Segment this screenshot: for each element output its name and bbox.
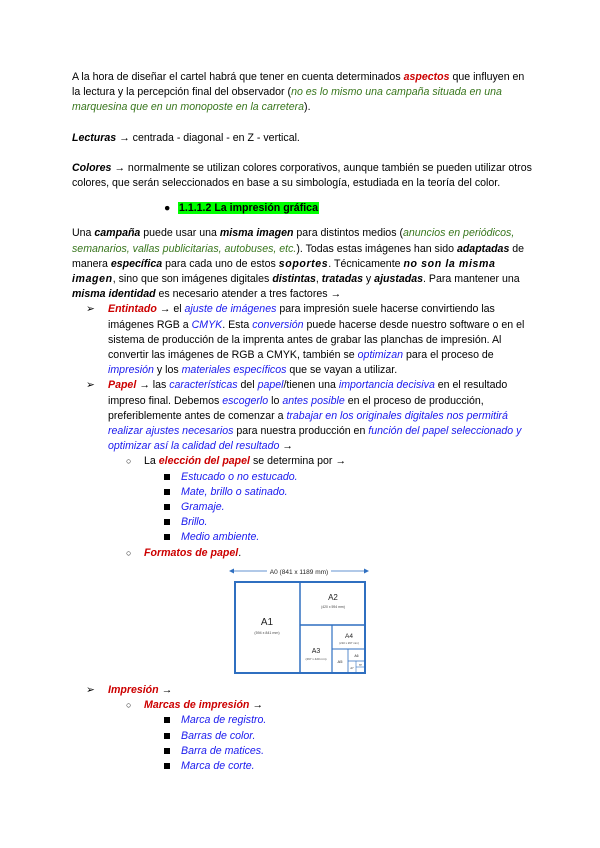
list-item: Medio ambiente.: [72, 530, 532, 545]
eleccion-item: ○ La elección del papel se determina por →: [72, 454, 532, 469]
a8-label: A8: [359, 664, 362, 667]
square-bullet-icon: [164, 489, 170, 495]
arrowhead-bullet-icon: ➢: [86, 303, 95, 316]
campana-paragraph: Una campaña puede usar una misma imagen para distintos medios (anuncios en periódicos, semanarios, vallas publicitarias, autobuses, etc.). Todas estas imágenes han sido adaptadas de manera específica para cada uno de estos soportes. Técnicamente no son la misma imagen, sino que son imágenes digitales distintas, tratadas y ajustadas. Para mantener una misma identidad es necesario atender a tres factores →: [72, 227, 525, 301]
a1-label: A1: [260, 616, 274, 628]
emphasis-aspectos: aspectos: [403, 71, 450, 83]
list-item: Marca de registro.: [72, 713, 532, 728]
intro-paragraph: A la hora de diseñar el cartel habrá que tener en cuenta determinados aspectos que influyen en la lectura y la percepción final del observador (no es lo mismo una campaña situada en una marquesina que en un monoposte en la carretera).: [72, 71, 525, 114]
a4-label: A4: [345, 632, 353, 640]
arrow-left-icon: [229, 568, 234, 573]
circle-bullet-icon: ○: [126, 700, 132, 711]
square-bullet-icon: [164, 733, 170, 739]
arrowhead-bullet-icon: ➢: [86, 683, 95, 696]
arrow-right-icon: [364, 568, 369, 573]
circle-bullet-icon: ○: [126, 547, 132, 558]
a7-label: A7: [350, 666, 354, 670]
square-bullet-icon: [164, 519, 170, 525]
arrowhead-bullet-icon: ➢: [86, 379, 95, 392]
square-bullet-icon: [164, 763, 170, 769]
list-item: Mate, brillo o satinado.: [72, 485, 532, 500]
example-note: no es lo mismo una campaña situada en una marquesina que en un monoposte en la carretera: [72, 86, 502, 114]
entintado-item: ➢ Entintado → el ajuste de imágenes para impresión suele hacerse convirtiendo las imágenes RGB a CMYK. Esta conversión puede hacerse desde nuestro software o en el sistema de producción de la imprenta antes de grabar las planchas de impresión. Al convertir las imágenes de RGB a CMYK, también se optimizan para el proceso de impresión y los materiales específicos que se vayan a utilizar.: [86, 303, 525, 377]
square-bullet-icon: [164, 534, 170, 540]
list-item: Brillo.: [72, 515, 532, 530]
a6-label: A6: [354, 653, 359, 658]
paper-formats-diagram: [229, 565, 369, 677]
section-title: 1.1.1.2 La impresión gráfica: [179, 202, 318, 215]
a1-size: (594 x 841 mm): [254, 630, 280, 635]
papel-item: ➢ Papel → las características del papel/tienen una importancia decisiva en el resultado impreso final. Debemos escogerlo lo antes posible en el proceso de producción, preferiblemente antes de comenzar a trabajar en los originales digitales nos permitirá realizar ajustes necesarios para nuestra producción en función del papel seleccionado y optimizar así la calidad del resultado →: [86, 379, 522, 453]
list-item: Barra de matices.: [72, 744, 532, 759]
a5-label: A5: [337, 658, 343, 664]
list-item: Marca de corte.: [72, 759, 532, 774]
a3-size: (297 x 420 mm): [305, 656, 327, 661]
list-item: Gramaje.: [72, 500, 532, 515]
square-bullet-icon: [164, 504, 170, 510]
bullet-icon: ●: [164, 202, 171, 215]
paper-formats-figure: [229, 565, 369, 677]
square-bullet-icon: [164, 748, 170, 754]
a2-size: (420 x 594 mm): [321, 604, 345, 609]
marcas-item: ○ Marcas de impresión →: [72, 698, 532, 713]
a4-size: (210 x 297 mm): [339, 640, 359, 645]
list-item: Estucado o no estucado.: [72, 470, 532, 485]
a0-label: A0 (841 x 1189 mm): [269, 568, 329, 576]
square-bullet-icon: [164, 474, 170, 480]
formatos-item: ○ Formatos de papel.: [72, 546, 532, 561]
list-item: Barras de color.: [72, 729, 532, 744]
section-heading: [164, 201, 532, 216]
circle-bullet-icon: ○: [126, 456, 132, 467]
a3-label: A3: [311, 647, 321, 655]
square-bullet-icon: [164, 717, 170, 723]
a2-label: A2: [328, 592, 338, 602]
colores-paragraph: Colores → normalmente se utilizan colores corporativos, aunque también se pueden utilizar otros colores, que serán seleccionados en base a su simbología, estudiada en la teoría del color.: [72, 161, 532, 190]
lecturas-paragraph: Lecturas → centrada - diagonal - en Z - vertical.: [72, 131, 300, 144]
impresion-item: ➢ Impresión →: [72, 683, 532, 698]
document-page: [72, 70, 532, 774]
